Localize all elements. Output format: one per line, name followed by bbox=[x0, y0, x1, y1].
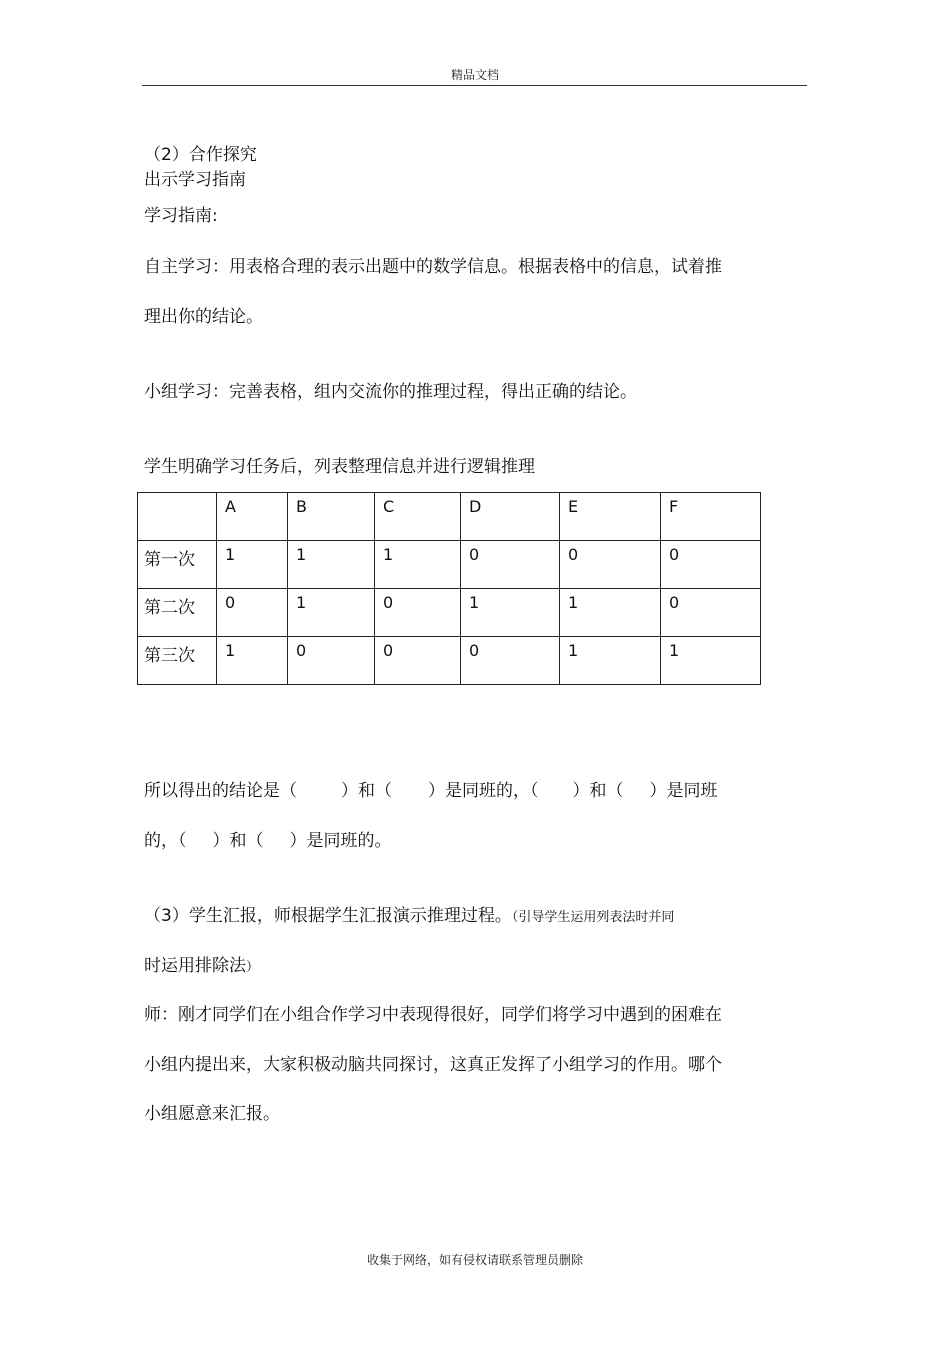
column-header: F bbox=[661, 493, 761, 541]
table-corner-cell bbox=[138, 493, 217, 541]
header-divider bbox=[142, 85, 807, 86]
guide-title: 学习指南: bbox=[144, 206, 218, 226]
section-2-heading: （2）合作探究 bbox=[144, 145, 257, 165]
conclusion-text: ）是同班的，（ bbox=[428, 781, 539, 801]
section-3-heading bbox=[144, 906, 674, 928]
table-cell: 0 bbox=[461, 637, 560, 685]
table-cell: 0 bbox=[661, 589, 761, 637]
section-3-heading-note-paren: ） bbox=[246, 960, 260, 975]
table-cell: 1 bbox=[288, 541, 375, 589]
table-header-row bbox=[138, 493, 761, 541]
table-cell: 0 bbox=[661, 541, 761, 589]
table-cell: 0 bbox=[217, 589, 288, 637]
section-3-heading-cont bbox=[144, 956, 259, 978]
page-footer: 收集于网络，如有侵权请联系管理员删除 bbox=[366, 1253, 583, 1267]
table-row bbox=[138, 589, 761, 637]
table-cell: 1 bbox=[217, 637, 288, 685]
column-header: A bbox=[217, 493, 288, 541]
conclusion-text: ）是同班 bbox=[649, 781, 718, 801]
page-header: 精品文档 bbox=[450, 68, 499, 82]
conclusion-text: ）是同班的。 bbox=[289, 831, 392, 851]
table-cell: 1 bbox=[461, 589, 560, 637]
conclusion-text: ）和（ bbox=[212, 831, 264, 851]
table-cell: 1 bbox=[560, 637, 661, 685]
table-cell: 1 bbox=[217, 541, 288, 589]
teacher-line-2: 小组内提出来，大家积极动脑共同探讨，这真正发挥了小组学习的作用。哪个 bbox=[144, 1055, 722, 1075]
section-3-heading-main: （3）学生汇报，师根据学生汇报演示推理过程。 bbox=[144, 906, 512, 926]
table-cell: 0 bbox=[375, 589, 461, 637]
table-row bbox=[138, 541, 761, 589]
conclusion-text: ）和（ bbox=[572, 781, 624, 801]
table-cell: 0 bbox=[560, 541, 661, 589]
table-cell: 0 bbox=[288, 637, 375, 685]
table-cell: 1 bbox=[560, 589, 661, 637]
table-cell: 1 bbox=[661, 637, 761, 685]
column-header: B bbox=[288, 493, 375, 541]
conclusion-line-2 bbox=[144, 831, 392, 851]
column-header: C bbox=[375, 493, 461, 541]
section-3-heading-note-main: 时运用排除法 bbox=[144, 956, 246, 976]
logic-table bbox=[137, 492, 761, 685]
conclusion-line-1 bbox=[144, 781, 718, 801]
row-label: 第二次 bbox=[138, 589, 217, 637]
group-study-text: 小组学习：完善表格，组内交流你的推理过程，得出正确的结论。 bbox=[144, 382, 637, 402]
teacher-line-1: 师：刚才同学们在小组合作学习中表现得很好，同学们将学习中遇到的困难在 bbox=[144, 1005, 722, 1025]
column-header: E bbox=[560, 493, 661, 541]
conclusion-text: ）和（ bbox=[341, 781, 392, 801]
table-intro-text: 学生明确学习任务后，列表整理信息并进行逻辑推理 bbox=[144, 457, 535, 477]
conclusion-text: 所以得出的结论是（ bbox=[144, 781, 297, 801]
section-3-heading-note: （引导学生运用列表法时并同 bbox=[511, 910, 675, 925]
show-guide-text: 出示学习指南 bbox=[144, 170, 246, 190]
table-cell: 0 bbox=[461, 541, 560, 589]
row-label: 第三次 bbox=[138, 637, 217, 685]
column-header: D bbox=[461, 493, 560, 541]
self-study-line-1: 自主学习：用表格合理的表示出题中的数学信息。根据表格中的信息，试着推 bbox=[144, 257, 722, 277]
self-study-line-2: 理出你的结论。 bbox=[144, 307, 263, 327]
teacher-line-3: 小组愿意来汇报。 bbox=[144, 1104, 280, 1124]
conclusion-text: 的，（ bbox=[144, 831, 187, 851]
table-cell: 1 bbox=[375, 541, 461, 589]
row-label: 第一次 bbox=[138, 541, 217, 589]
table-cell: 0 bbox=[375, 637, 461, 685]
table-cell: 1 bbox=[288, 589, 375, 637]
table-row bbox=[138, 637, 761, 685]
